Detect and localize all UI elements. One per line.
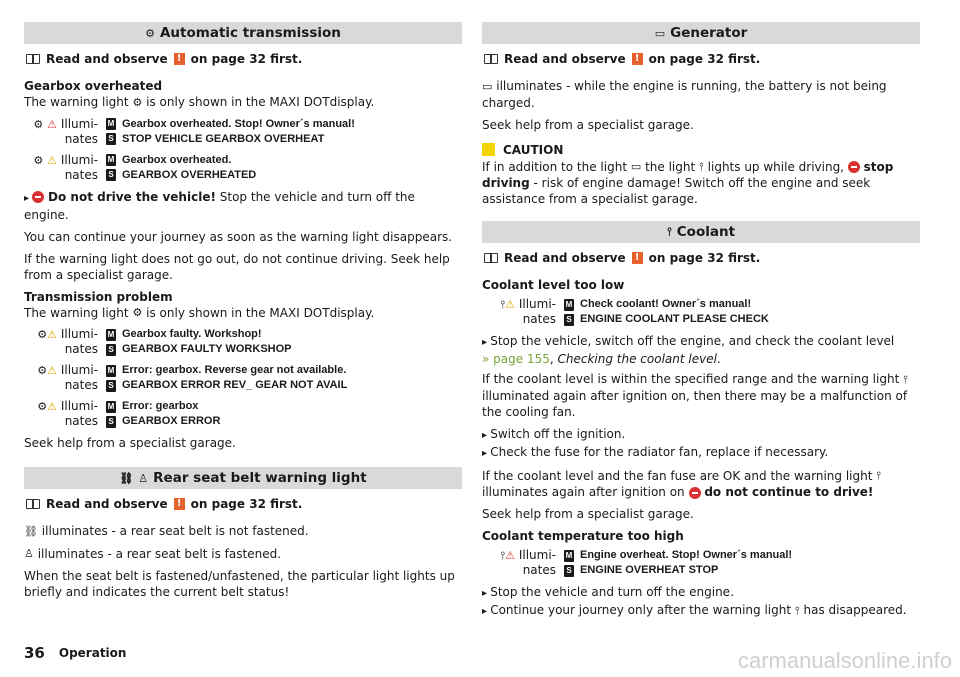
battery-icon: ▭ <box>654 26 666 40</box>
coolant-step-2: ▸ Switch off the ignition. <box>482 426 920 444</box>
coolant-ok-text: If the coolant level and the fan fuse are OK and the warning light ⫯ illuminates again after ignition on do not continue to drive! <box>482 468 882 499</box>
coolant-icon: ⫯ <box>500 549 506 562</box>
gearbox-warning-icon: ⚙ <box>145 26 155 40</box>
seatbelt-fastened-icon: ♙ <box>24 547 34 560</box>
message-row: ⫯⚠ Illumi- nates M Check coolant! Owner´s manual! S ENGINE COOLANT PLEASE CHECK <box>500 297 769 326</box>
segment-display-icon: S <box>564 314 574 326</box>
maxi-dot-icon: M <box>107 119 115 128</box>
maxi-dot-icon: M <box>107 365 115 375</box>
gearbox-warning-icon: ⚙ <box>37 400 48 413</box>
page-number: 36 <box>24 644 45 662</box>
section-heading-generator: ▭ Generator <box>482 22 920 44</box>
book-icon <box>26 54 40 64</box>
warning-triangle-icon: ⚠ <box>47 153 57 167</box>
coolant-level-heading: Coolant level too low <box>482 278 625 292</box>
generator-line-1: ▭ illuminates - while the engine is running, the battery is not being charged. <box>482 79 887 110</box>
section-heading-coolant: ⫯ Coolant <box>482 221 920 243</box>
caution-icon <box>482 143 495 156</box>
coolant-icon: ⫯ <box>903 372 908 386</box>
seatbelt-icon: ⛓ <box>119 471 134 485</box>
gearbox-overheated-text: The warning light ⚙ is only shown in the MAXI DOTdisplay. <box>24 95 375 109</box>
warning-icon: ! <box>632 53 643 65</box>
coolant-seek-help: Seek help from a specialist garage. <box>482 507 694 521</box>
page-footer <box>24 644 126 662</box>
message-row: ⚙ ⚠ Illumi- nates M Gearbox overheated. Stop! Owner´s manual! S STOP VEHICLE GEARBOX OVERHEAT <box>33 116 355 146</box>
segment-display-icon: S <box>106 133 116 145</box>
message-row: ⚙⚠ Illumi- nates M Error: gearbox S GEARBOX ERROR <box>37 399 221 428</box>
gearbox-overheated-heading: Gearbox overheated <box>24 79 163 93</box>
footer-section: Operation <box>58 646 127 660</box>
stop-icon <box>848 161 860 173</box>
segment-display-icon: S <box>106 380 116 392</box>
coolant-step-1: ▸ Stop the vehicle, switch off the engine, and check the coolant level » page 155, Checking the coolant level. <box>482 333 920 367</box>
coolant-temp-heading: Coolant temperature too high <box>482 529 684 543</box>
gearbox-warning-icon: ⚙ <box>132 306 143 319</box>
gearbox-warning-icon: ⚙ <box>33 117 44 131</box>
gearbox-warning-icon: ⚙ <box>37 364 48 377</box>
watermark: carmanualsonline.info <box>737 648 952 673</box>
belt-line-3: When the seat belt is fastened/unfastened, the particular light lights up briefly and indicates the current belt status! <box>24 569 455 599</box>
message-row: ⚙⚠ Illumi- nates M Gearbox faulty. Workshop! S GEARBOX FAULTY WORKSHOP <box>37 327 292 356</box>
segment-display-icon: S <box>106 169 116 181</box>
maxi-dot-icon: M <box>565 299 573 309</box>
message-row: ⫯⚠ Illumi- nates M Engine overheat. Stop! Owner´s manual! S ENGINE OVERHEAT STOP <box>500 548 793 577</box>
message-row: ⚙ ⚠ Illumi- nates M Gearbox overheated. S GEARBOX OVERHEATED <box>33 152 257 182</box>
stop-icon <box>32 191 44 203</box>
transmission-problem-text: The warning light ⚙ is only shown in the MAXI DOTdisplay. <box>24 305 375 320</box>
gearbox-warning-icon: ⚙ <box>37 328 48 341</box>
left-column <box>24 22 462 606</box>
generator-line-2: Seek help from a specialist garage. <box>482 117 694 132</box>
maxi-dot-icon: M <box>107 155 115 164</box>
warning-triangle-icon: ⚠ <box>505 549 515 562</box>
warning-triangle-icon: ⚠ <box>47 364 57 377</box>
page-link[interactable]: » page 155 <box>482 352 550 366</box>
coolant-step-4: ▸ Stop the vehicle and turn off the engine. <box>482 584 920 602</box>
coolant-step-3: ▸ Check the fuse for the radiator fan, replace if necessary. <box>482 444 920 462</box>
coolant-icon: ⫯ <box>794 603 800 617</box>
segment-display-icon: S <box>564 565 574 577</box>
warning-triangle-icon: ⚠ <box>47 328 57 341</box>
seatbelt-icon: ⛓ <box>24 524 38 538</box>
maxi-dot-icon: M <box>565 550 573 560</box>
warning-icon: ! <box>174 498 185 510</box>
seatbelt-fastened-icon: ♙ <box>138 471 149 485</box>
read-observe-line: Read and observe ! on page 32 first. <box>26 497 462 511</box>
right-column <box>482 22 920 626</box>
caution-text: If in addition to the light ▭ the light ⫯ lights up while driving, stop driving - risk of engine damage! Switch off the engine and seek assistance from a specialist garage. <box>482 159 894 206</box>
coolant-icon: ⫯ <box>666 225 672 238</box>
read-observe-line: Read and observe ! on page 32 first. <box>484 52 920 66</box>
message-row: ⚙⚠ Illumi- nates M Error: gearbox. Reverse gear not available. S GEARBOX ERROR REV_ GEAR NOT AVAIL <box>37 363 348 392</box>
segment-display-icon: S <box>106 416 116 428</box>
maxi-dot-icon: M <box>107 329 115 339</box>
book-icon <box>484 253 498 263</box>
section-heading-rear-seat-belt: ⛓ ♙ Rear seat belt warning light <box>24 467 462 489</box>
coolant-icon: ⫯ <box>500 298 506 311</box>
coolant-icon: ⫯ <box>876 469 882 482</box>
coolant-icon: ⫯ <box>699 160 704 173</box>
do-not-drive-line: ▸ Do not drive the vehicle! Stop the vehicle and turn off the engine. <box>24 189 462 223</box>
transmission-problem-heading: Transmission problem <box>24 289 173 304</box>
maxi-dot-icon: M <box>107 401 115 411</box>
warning-triangle-icon: ⚠ <box>505 298 515 311</box>
caution-label: CAUTION <box>482 143 920 157</box>
read-observe-line: Read and observe ! on page 32 first. <box>484 251 920 265</box>
battery-icon: ▭ <box>482 79 493 93</box>
belt-line-2: ♙ illuminates - a rear seat belt is fastened. <box>24 546 282 561</box>
stop-icon <box>689 487 701 499</box>
coolant-within-text: If the coolant level is within the specified range and the warning light ⫯ illuminated again after ignition on, then there may be a malfunction of the cooling fan. <box>482 372 908 419</box>
section-heading-automatic-transmission: ⚙ Automatic transmission <box>24 22 462 44</box>
belt-line-1: ⛓ illuminates - a rear seat belt is not fastened. <box>24 524 309 538</box>
continue-text: You can continue your journey as soon as the warning light disappears. <box>24 229 453 244</box>
seek-help-text: Seek help from a specialist garage. <box>24 436 236 450</box>
gearbox-warning-icon: ⚙ <box>132 95 143 109</box>
coolant-step-5: ▸ Continue your journey only after the warning light ⫯ has disappeared. <box>482 602 920 620</box>
warning-triangle-icon: ⚠ <box>47 117 57 131</box>
book-icon <box>484 54 498 64</box>
battery-icon: ▭ <box>630 160 642 173</box>
read-observe-line: Read and observe ! on page 32 first. <box>26 52 462 66</box>
not-go-out-text: If the warning light does not go out, do not continue driving. Seek help from a specialist garage. <box>24 251 450 282</box>
book-icon <box>26 499 40 509</box>
warning-icon: ! <box>632 252 643 264</box>
warning-triangle-icon: ⚠ <box>47 400 57 413</box>
warning-icon: ! <box>174 53 185 65</box>
segment-display-icon: S <box>106 344 116 356</box>
gearbox-warning-icon: ⚙ <box>33 153 44 167</box>
